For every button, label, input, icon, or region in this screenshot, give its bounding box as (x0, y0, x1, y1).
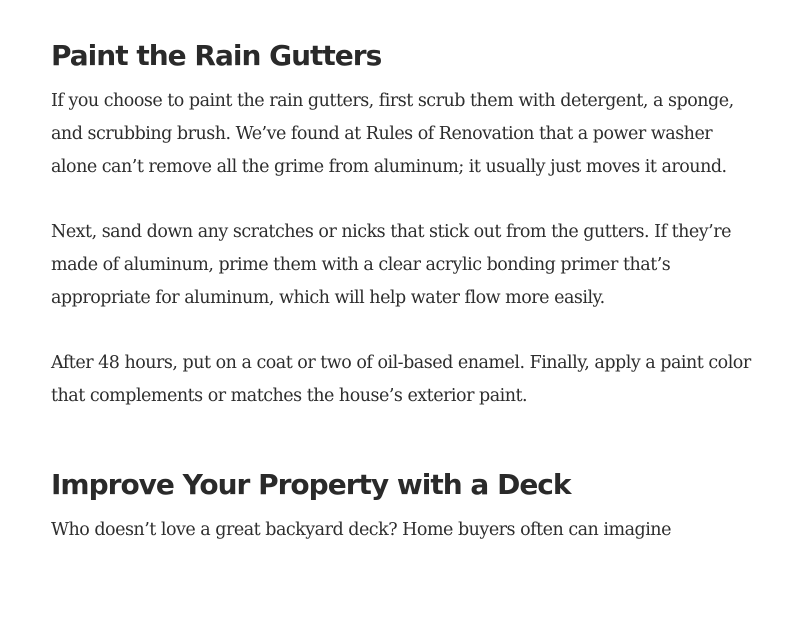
paragraph: Next, sand down any scratches or nicks that stick out from the gutters. If they’re made of aluminum, prime them with a clear acrylic bonding primer that’s appropriate for aluminum, which will help water flow more easily. (51, 222, 731, 308)
paragraph: After 48 hours, put on a coat or two of oil-based enamel. Finally, apply a paint color that complements or matches the house’s exterior paint. (51, 353, 751, 406)
section-heading-deck: Improve Your Property with a Deck (51, 468, 571, 501)
article-body (51, 0, 751, 579)
section-heading-paint-gutters: Paint the Rain Gutters (51, 39, 382, 72)
paragraph: If you choose to paint the rain gutters, first scrub them with detergent, a sponge, and scrubbing brush. We’ve found at Rules of Renovation that a power washer alone can’t remove all the grime from aluminum; it usually just moves it around. (51, 91, 734, 177)
paragraph: Who doesn’t love a great backyard deck? Home buyers often can imagine (51, 520, 671, 540)
